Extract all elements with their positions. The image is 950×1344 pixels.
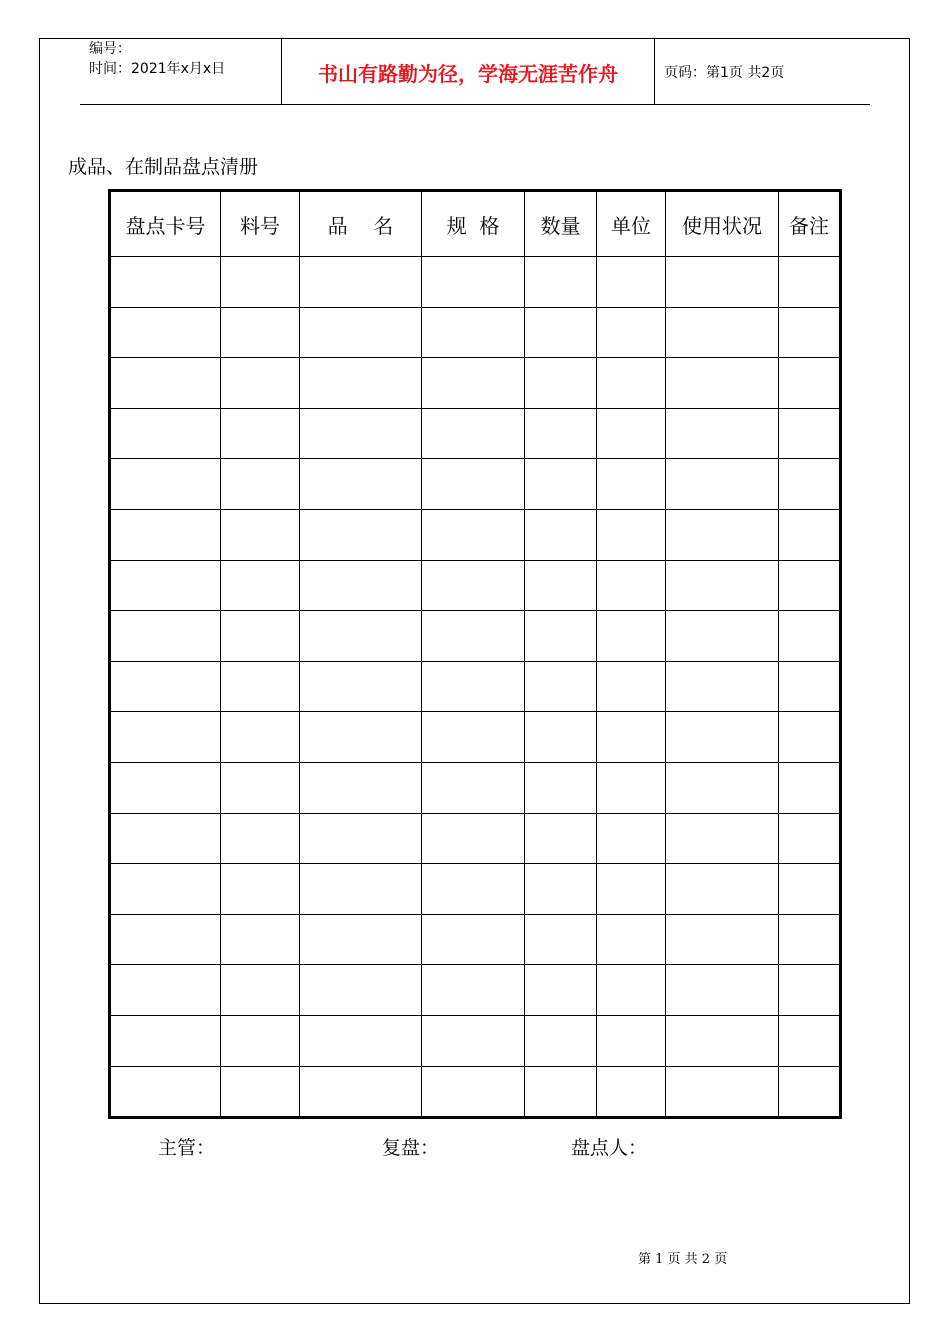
table-row [110, 661, 841, 712]
table-row [110, 257, 841, 308]
table-cell[interactable] [666, 611, 779, 662]
table-cell[interactable] [300, 307, 422, 358]
table-cell[interactable] [110, 307, 221, 358]
table-cell[interactable] [300, 712, 422, 763]
table-cell[interactable] [525, 1015, 597, 1066]
table-cell[interactable] [597, 307, 666, 358]
column-header-specification: 规 格 [422, 191, 525, 257]
table-cell[interactable] [666, 762, 779, 813]
table-cell[interactable] [221, 257, 300, 308]
table-cell[interactable] [300, 762, 422, 813]
table-cell[interactable] [422, 611, 525, 662]
table-cell[interactable] [221, 1015, 300, 1066]
table-cell[interactable] [666, 864, 779, 915]
table-cell[interactable] [779, 611, 841, 662]
table-row [110, 459, 841, 510]
table-cell[interactable] [525, 611, 597, 662]
header-top-rule [80, 38, 870, 39]
table-cell[interactable] [221, 560, 300, 611]
table-cell[interactable] [597, 509, 666, 560]
table-cell[interactable] [422, 408, 525, 459]
table-cell[interactable] [525, 509, 597, 560]
table-cell[interactable] [666, 358, 779, 409]
table-cell[interactable] [597, 914, 666, 965]
table-row [110, 762, 841, 813]
table-cell[interactable] [110, 358, 221, 409]
table-cell[interactable] [779, 1015, 841, 1066]
table-cell[interactable] [666, 965, 779, 1016]
table-cell[interactable] [525, 408, 597, 459]
table-cell[interactable] [422, 560, 525, 611]
table-cell[interactable] [597, 864, 666, 915]
column-header-item-number: 料号 [221, 191, 300, 257]
table-cell[interactable] [597, 560, 666, 611]
inventory-table [108, 189, 842, 1119]
table-cell[interactable] [779, 813, 841, 864]
table-row [110, 509, 841, 560]
table-cell[interactable] [597, 459, 666, 510]
table-cell[interactable] [666, 712, 779, 763]
header-page-label: 页码：第1页 共2页 [664, 65, 785, 81]
table-row [110, 408, 841, 459]
document-number-label: 编号： [89, 41, 131, 57]
table-cell[interactable] [422, 661, 525, 712]
table-row [110, 307, 841, 358]
table-row [110, 965, 841, 1016]
table-cell[interactable] [666, 509, 779, 560]
table-cell[interactable] [525, 560, 597, 611]
table-cell[interactable] [422, 257, 525, 308]
page-title: 成品、在制品盘点清册 [68, 156, 259, 178]
table-row [110, 611, 841, 662]
table-cell[interactable] [525, 864, 597, 915]
table-cell[interactable] [422, 864, 525, 915]
signature-counter: 盘点人： [571, 1137, 648, 1159]
table-cell[interactable] [779, 257, 841, 308]
table-cell[interactable] [110, 257, 221, 308]
table-row [110, 864, 841, 915]
table-row [110, 914, 841, 965]
signature-reviewer: 复盘： [382, 1137, 440, 1159]
signature-supervisor: 主管： [158, 1137, 216, 1159]
table-cell[interactable] [597, 1066, 666, 1118]
table-cell[interactable] [300, 1066, 422, 1118]
table-cell[interactable] [110, 914, 221, 965]
table-cell[interactable] [300, 408, 422, 459]
table-cell[interactable] [300, 611, 422, 662]
table-header-row [110, 191, 841, 257]
table-cell[interactable] [110, 813, 221, 864]
table-cell[interactable] [422, 358, 525, 409]
header-divider-right [654, 38, 655, 105]
table-cell[interactable] [300, 965, 422, 1016]
table-cell[interactable] [666, 914, 779, 965]
table-cell[interactable] [779, 358, 841, 409]
table-cell[interactable] [597, 965, 666, 1016]
table-cell[interactable] [300, 358, 422, 409]
column-header-usage-status: 使用状况 [666, 191, 779, 257]
column-header-card-number: 盘点卡号 [110, 191, 221, 257]
column-header-remarks: 备注 [779, 191, 841, 257]
table-cell[interactable] [300, 560, 422, 611]
table-body [110, 257, 841, 1118]
table-cell[interactable] [422, 813, 525, 864]
table-cell[interactable] [525, 1066, 597, 1118]
table-cell[interactable] [525, 712, 597, 763]
table-cell[interactable] [779, 661, 841, 712]
table-cell[interactable] [221, 864, 300, 915]
table-cell[interactable] [666, 661, 779, 712]
table-cell[interactable] [110, 1015, 221, 1066]
table-cell[interactable] [779, 864, 841, 915]
table-row [110, 560, 841, 611]
table-cell[interactable] [422, 762, 525, 813]
table-cell[interactable] [110, 762, 221, 813]
table-row [110, 358, 841, 409]
table-cell[interactable] [422, 914, 525, 965]
header-motto: 书山有路勤为径，学海无涯苦作舟 [318, 62, 618, 86]
table-cell[interactable] [300, 661, 422, 712]
table-row [110, 1015, 841, 1066]
table-cell[interactable] [422, 509, 525, 560]
table-cell[interactable] [779, 509, 841, 560]
table-cell[interactable] [779, 459, 841, 510]
table-cell[interactable] [666, 1015, 779, 1066]
table-cell[interactable] [422, 459, 525, 510]
table-cell[interactable] [525, 914, 597, 965]
table-cell[interactable] [525, 459, 597, 510]
table-cell[interactable] [666, 459, 779, 510]
table-cell[interactable] [666, 560, 779, 611]
table-cell[interactable] [422, 712, 525, 763]
table-cell[interactable] [110, 712, 221, 763]
table-cell[interactable] [221, 661, 300, 712]
table-cell[interactable] [422, 1015, 525, 1066]
table-cell[interactable] [779, 712, 841, 763]
table-cell[interactable] [300, 914, 422, 965]
table-cell[interactable] [110, 661, 221, 712]
table-cell[interactable] [525, 307, 597, 358]
column-header-product-name: 品 名 [300, 191, 422, 257]
table-cell[interactable] [666, 408, 779, 459]
table-cell[interactable] [597, 1015, 666, 1066]
table-cell[interactable] [300, 459, 422, 510]
table-cell[interactable] [779, 914, 841, 965]
table-cell[interactable] [779, 762, 841, 813]
table-cell[interactable] [110, 560, 221, 611]
table-row [110, 813, 841, 864]
table-cell[interactable] [666, 813, 779, 864]
document-date-label: 时间：2021年x月x日 [89, 61, 226, 77]
table-cell[interactable] [422, 307, 525, 358]
table-cell[interactable] [221, 813, 300, 864]
table-cell[interactable] [666, 1066, 779, 1118]
table-cell[interactable] [221, 914, 300, 965]
table-cell[interactable] [597, 408, 666, 459]
table-row [110, 712, 841, 763]
table-cell[interactable] [300, 864, 422, 915]
table-cell[interactable] [597, 661, 666, 712]
table-cell[interactable] [597, 611, 666, 662]
table-cell[interactable] [300, 1015, 422, 1066]
table-cell[interactable] [110, 509, 221, 560]
table-cell[interactable] [666, 307, 779, 358]
table-cell[interactable] [110, 408, 221, 459]
table-cell[interactable] [422, 1066, 525, 1118]
table-cell[interactable] [779, 560, 841, 611]
table-cell[interactable] [525, 661, 597, 712]
table-cell[interactable] [597, 712, 666, 763]
column-header-quantity: 数量 [525, 191, 597, 257]
table-cell[interactable] [525, 257, 597, 308]
table-cell[interactable] [666, 257, 779, 308]
table-cell[interactable] [110, 1066, 221, 1118]
table-cell[interactable] [779, 965, 841, 1016]
table-cell[interactable] [221, 1066, 300, 1118]
table-cell[interactable] [110, 864, 221, 915]
table-cell[interactable] [525, 813, 597, 864]
table-cell[interactable] [779, 408, 841, 459]
table-cell[interactable] [221, 509, 300, 560]
table-cell[interactable] [525, 965, 597, 1016]
table-cell[interactable] [525, 358, 597, 409]
table-cell[interactable] [422, 965, 525, 1016]
table-cell[interactable] [300, 257, 422, 308]
table-row [110, 1066, 841, 1118]
table-cell[interactable] [525, 762, 597, 813]
table-cell[interactable] [779, 1066, 841, 1118]
table-cell[interactable] [221, 762, 300, 813]
table-cell[interactable] [221, 459, 300, 510]
table-cell[interactable] [221, 408, 300, 459]
table-cell[interactable] [597, 257, 666, 308]
table-cell[interactable] [597, 813, 666, 864]
table-cell[interactable] [110, 965, 221, 1016]
table-cell[interactable] [110, 459, 221, 510]
table-cell[interactable] [300, 509, 422, 560]
table-cell[interactable] [597, 762, 666, 813]
header-bottom-rule [80, 104, 870, 105]
table-cell[interactable] [779, 307, 841, 358]
table-cell[interactable] [221, 712, 300, 763]
table-cell[interactable] [597, 358, 666, 409]
table-cell[interactable] [221, 965, 300, 1016]
table-cell[interactable] [221, 611, 300, 662]
table-cell[interactable] [221, 358, 300, 409]
footer-page-info: 第 1 页 共 2 页 [638, 1252, 728, 1267]
table-cell[interactable] [110, 611, 221, 662]
table-cell[interactable] [300, 813, 422, 864]
column-header-unit: 单位 [597, 191, 666, 257]
table-cell[interactable] [221, 307, 300, 358]
